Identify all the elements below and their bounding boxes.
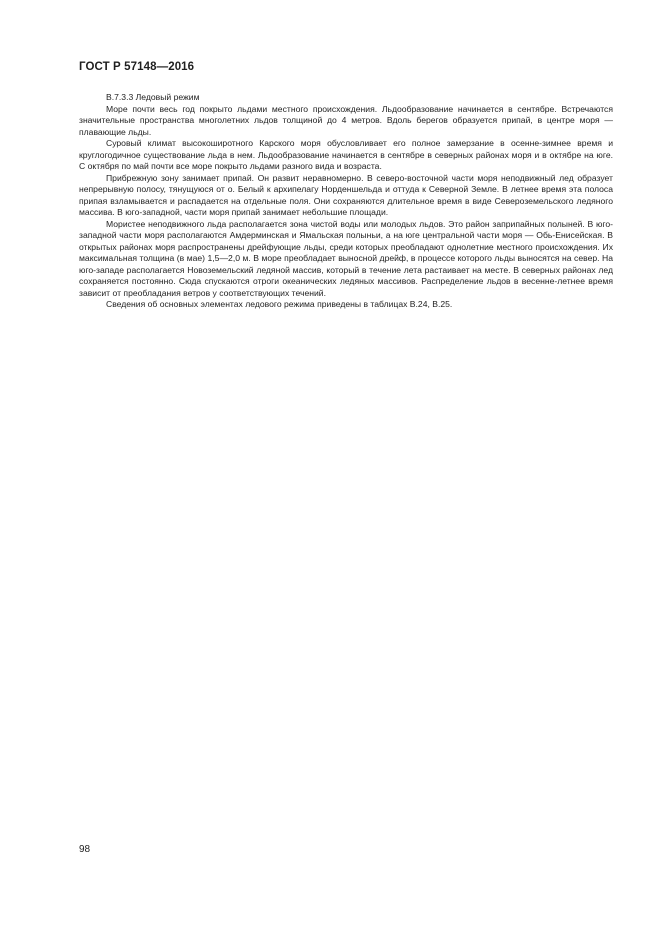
page-number: 98 <box>79 844 91 855</box>
paragraph-1: Море почти весь год покрыто льдами местного происхождения. Льдообразование начинается в сентябре. Встречаются значительные пространства многолетних льдов толщиной до 4 метров. Вдоль берегов образуется припай, в центре моря — плавающие льды. <box>79 103 613 137</box>
section-heading: В.7.3.3 Ледовый режим <box>106 92 200 102</box>
paragraph-5: Сведения об основных элементах ледового режима приведены в таблицах В.24, В.25. <box>106 299 453 309</box>
paragraph-2: Суровый климат высокоширотного Карского моря обусловливает его полное замерзание в осенне-зимнее время и круглогодичное существование льда в нем. Льдообразование начинается в сентябре в северных районах моря и в октябре на юге. С октября по май почти все море покрыто льдами разного вида и возраста. <box>79 138 613 171</box>
paragraph-3: Прибрежную зону занимает припай. Он развит неравномерно. В северо-восточной части моря неподвижный лед образует непрерывную полосу, тянущуюся от о. Белый к архипелагу Норденшельда и оттуда к Северной Земле. В летнее время эта полоса припая взламывается и распадается на отдельные поля. Они сохраняются длительное время в виде Североземельского ледяного массива. В юго-западной, части моря припай занимает небольшие площади. <box>79 172 613 217</box>
document-body <box>79 92 613 311</box>
document-header-standard-code: ГОСТ Р 57148—2016 <box>79 61 195 73</box>
paragraph-4: Мористее неподвижного льда располагается зона чистой воды или молодых льдов. Это район заприпайных полыней. В юго-западной части моря располагаются Амдерминская и Ямальская полыньи, а на юге центральной части моря — Обь-Енисейская. В открытых районах моря распространены дрейфующие льды, среди которых преобладают однолетние местного происхождения. Их максимальная толщина (в мае) 1,5—2,0 м. В море преобладает выносной дрейф, в процессе которого льды выносятся на север. На юго-западе располагается Новоземельский ледяной массив, который в течение лета растаивает на месте. В северных районах лед сохраняется постоянно. Сюда спускаются отроги океанических ледяных массивов. Распределение льдов в весенне-летнее время зависит от преобладания ветров у соответствующих течений. <box>79 218 613 298</box>
